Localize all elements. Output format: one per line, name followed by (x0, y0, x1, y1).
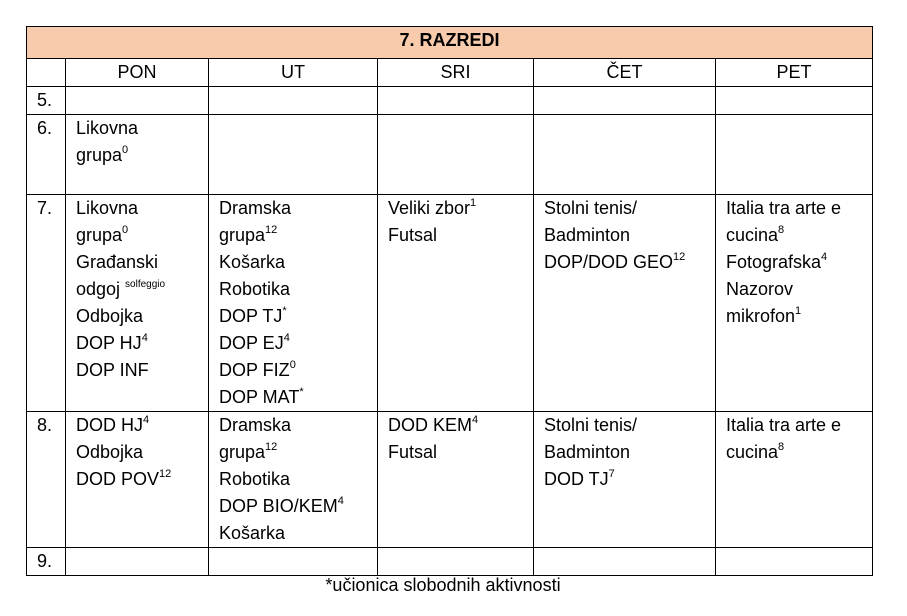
activity-line (726, 303, 872, 330)
activity-superscript: 7 (608, 468, 615, 480)
table-title: 7. RAZREDI (27, 27, 873, 59)
activity-line (544, 439, 715, 466)
schedule-cell (534, 548, 716, 576)
schedule-cell (534, 195, 716, 412)
schedule-cell (209, 548, 378, 576)
activity-line (76, 439, 208, 466)
activity-line (76, 142, 208, 169)
activity-line (219, 520, 377, 547)
activity-text: Dramska (219, 415, 292, 435)
activity-line (219, 357, 377, 384)
day-header: SRI (378, 59, 534, 87)
activity-text: DOP MAT (219, 387, 300, 407)
activity-superscript: 12 (265, 224, 278, 236)
activity-line (726, 249, 872, 276)
schedule-cell (716, 548, 873, 576)
activity-line (544, 412, 715, 439)
activity-line (388, 412, 533, 439)
activity-superscript: 1 (795, 305, 802, 317)
schedule-cell (209, 115, 378, 195)
activity-superscript: solfeggio (125, 279, 166, 290)
day-header-row (27, 59, 873, 87)
activity-line (76, 115, 208, 142)
activity-text: Stolni tenis/ (544, 415, 638, 435)
activity-superscript: 1 (470, 197, 477, 209)
activity-text: grupa (219, 225, 266, 245)
grade-label: 8. (27, 412, 66, 548)
footnote: *učionica slobodnih aktivnosti (325, 575, 561, 595)
day-header: ČET (534, 59, 716, 87)
day-header: PON (66, 59, 209, 87)
activity-text: Likovna (76, 118, 139, 138)
activity-text: DOP/DOD GEO (544, 252, 674, 272)
schedule-cell (378, 412, 534, 548)
activity-text: mikrofon (726, 306, 796, 326)
activity-text: Građanski (76, 252, 159, 272)
activity-text: Košarka (219, 523, 286, 543)
activity-superscript: 12 (673, 251, 686, 263)
activity-line (76, 195, 208, 222)
activity-text: Futsal (388, 225, 438, 245)
activity-line (726, 276, 872, 303)
schedule-cell (378, 195, 534, 412)
activity-line (388, 439, 533, 466)
activity-text: Italia tra arte e (726, 415, 842, 435)
activity-superscript: * (299, 386, 304, 398)
activity-line (76, 249, 208, 276)
activity-text: DOP BIO/KEM (219, 496, 338, 516)
activity-line (76, 303, 208, 330)
schedule-cell (66, 195, 209, 412)
activity-text: DOP TJ (219, 306, 283, 326)
activity-text: Veliki zbor (388, 198, 471, 218)
activity-line (726, 195, 872, 222)
activity-text: Stolni tenis/ (544, 198, 638, 218)
schedule-cell (209, 195, 378, 412)
activity-superscript: 12 (265, 441, 278, 453)
activity-line (219, 412, 377, 439)
table-row (27, 412, 873, 548)
activity-line (219, 276, 377, 303)
activity-text: Badminton (544, 442, 631, 462)
activity-text: Futsal (388, 442, 438, 462)
activity-line (76, 466, 208, 493)
day-header: UT (209, 59, 378, 87)
activity-text: cucina (726, 442, 779, 462)
activity-superscript: 0 (289, 359, 296, 371)
activity-superscript: 4 (821, 251, 828, 263)
activity-line (219, 222, 377, 249)
activity-text: Robotika (219, 279, 291, 299)
activity-line (219, 330, 377, 357)
schedule-cell (378, 115, 534, 195)
activity-superscript: 8 (778, 224, 785, 236)
activity-line (219, 195, 377, 222)
activity-line (544, 466, 715, 493)
schedule-cell (716, 412, 873, 548)
activity-line (219, 249, 377, 276)
activity-superscript: 4 (337, 495, 344, 507)
activity-text: Likovna (76, 198, 139, 218)
activity-line (76, 330, 208, 357)
activity-superscript: 8 (778, 441, 785, 453)
activity-line (726, 439, 872, 466)
activity-line (76, 222, 208, 249)
table-row (27, 87, 873, 115)
grade-label: 9. (27, 548, 66, 576)
activity-line (219, 384, 377, 411)
activity-text: DOD HJ (76, 415, 143, 435)
schedule-cell (66, 115, 209, 195)
schedule-cell (378, 548, 534, 576)
activity-text: DOP HJ (76, 333, 142, 353)
activity-text: DOD TJ (544, 469, 609, 489)
schedule-cell (716, 87, 873, 115)
activity-text: DOD POV (76, 469, 160, 489)
schedule-cell (716, 115, 873, 195)
activity-text: cucina (726, 225, 779, 245)
schedule-cell (66, 412, 209, 548)
schedule-cell (534, 412, 716, 548)
activity-superscript: 4 (472, 414, 479, 426)
activity-text: DOD KEM (388, 415, 473, 435)
schedule-cell (716, 195, 873, 412)
activity-superscript: 0 (122, 224, 129, 236)
activity-text: grupa (76, 145, 123, 165)
activity-text: DOP EJ (219, 333, 284, 353)
activity-text: Odbojka (76, 306, 144, 326)
activity-line (544, 249, 715, 276)
day-header: PET (716, 59, 873, 87)
activity-text: Robotika (219, 469, 291, 489)
activity-line (76, 276, 208, 303)
activity-text: Odbojka (76, 442, 144, 462)
activity-superscript: 4 (283, 332, 290, 344)
activity-line (219, 466, 377, 493)
schedule-table (26, 26, 873, 576)
activity-line (219, 303, 377, 330)
grade-label: 6. (27, 115, 66, 195)
activity-line (76, 357, 208, 384)
schedule-cell (534, 87, 716, 115)
schedule-cell (378, 87, 534, 115)
activity-line (544, 195, 715, 222)
schedule-cell (534, 115, 716, 195)
activity-text: DOP FIZ (219, 360, 290, 380)
activity-superscript: 12 (159, 468, 172, 480)
activity-line (726, 222, 872, 249)
schedule-cell (209, 87, 378, 115)
activity-superscript: 4 (141, 332, 148, 344)
activity-text: Dramska (219, 198, 292, 218)
table-row (27, 548, 873, 576)
activity-line (388, 195, 533, 222)
activity-line (388, 222, 533, 249)
schedule-cell (209, 412, 378, 548)
activity-line (219, 493, 377, 520)
schedule-cell (66, 548, 209, 576)
activity-text: DOP INF (76, 360, 149, 380)
table-row (27, 115, 873, 195)
activity-text: Badminton (544, 225, 631, 245)
grade-label: 7. (27, 195, 66, 412)
activity-line (76, 412, 208, 439)
activity-text: Fotografska (726, 252, 822, 272)
activity-line (544, 222, 715, 249)
grade-label: 5. (27, 87, 66, 115)
activity-line (726, 412, 872, 439)
activity-text: grupa (76, 225, 123, 245)
activity-line (219, 439, 377, 466)
table-row (27, 195, 873, 412)
activity-superscript: 4 (143, 414, 150, 426)
activity-superscript: 0 (122, 144, 129, 156)
activity-superscript: * (282, 305, 287, 317)
header-corner (27, 59, 66, 87)
activity-text: Italia tra arte e (726, 198, 842, 218)
activity-text: odgoj (76, 279, 126, 299)
schedule-cell (66, 87, 209, 115)
activity-text: Nazorov (726, 279, 794, 299)
activity-text: grupa (219, 442, 266, 462)
activity-text: Košarka (219, 252, 286, 272)
